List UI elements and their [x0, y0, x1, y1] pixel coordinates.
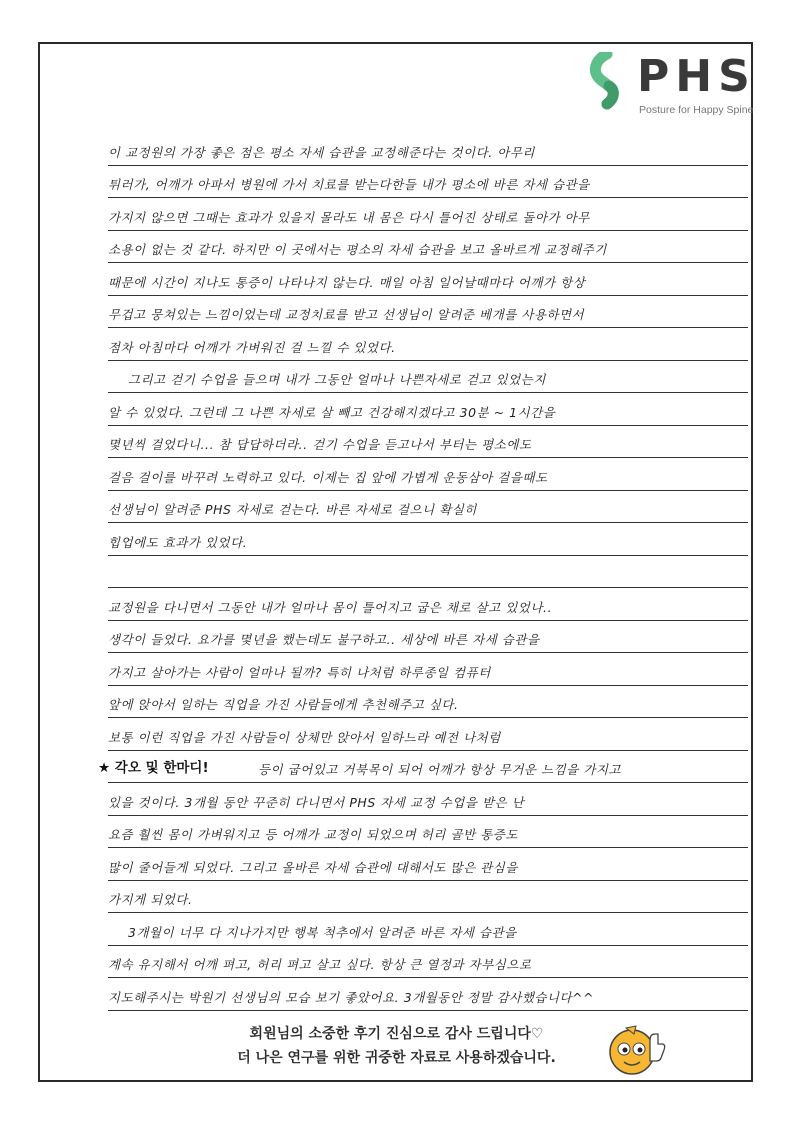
review-line: [108, 198, 748, 231]
brand-name: PHS: [637, 51, 756, 102]
review-line: [98, 751, 748, 784]
review-line-text: 있을 것이다. 3개월 동안 꾸준히 다니면서 PHS 자세 교정 수업을 받은 난: [108, 794, 525, 810]
review-line: [108, 458, 748, 491]
review-line-text: 소용이 없는 것 같다. 하지만 이 곳에서는 평소의 자세 습관을 보고 올바르게 교정해주기: [108, 242, 607, 257]
review-line-text: 가지고 살아가는 사람이 얼마나 될까? 특히 나처럼 하루종일 컴퓨터: [108, 664, 491, 680]
review-lines: [98, 133, 748, 1011]
review-line: [108, 426, 748, 459]
review-line-text: 가지게 되었다.: [108, 892, 193, 907]
review-line: [108, 816, 748, 849]
review-line-text: 알 수 있었다. 그런데 그 나쁜 자세로 살 빼고 건강해지겠다고 30분 ~ 1시간을: [108, 404, 556, 420]
review-line-text: 무겁고 뭉쳐있는 느낌이었는데 교정치료를 받고 선생님이 알려준 베개를 사용하면서: [108, 307, 585, 322]
review-line: [108, 653, 748, 686]
review-line-text: 선생님이 알려준 PHS 자세로 걷는다. 바른 자세로 걸으니 확실히: [108, 502, 477, 517]
phs-logo-mark-icon: [585, 52, 635, 110]
review-line-text: 때문에 시간이 지나도 통증이 나타나지 않는다. 매일 아침 일어날때마다 어깨가 항상: [108, 274, 586, 290]
review-line: [108, 133, 748, 166]
review-line-text: 계속 유지해서 어깨 펴고, 허리 펴고 살고 싶다. 항상 큰 열정과 자부심으로: [108, 957, 532, 972]
review-line-text: 지도해주시는 박원기 선생님의 모습 보기 좋았어요. 3개월동안 정말 감사했습니다^^: [108, 989, 595, 1005]
review-line-text: 등이 굽어있고 거북목이 되어 어깨가 항상 무거운 느낌을 가지고: [258, 762, 622, 777]
review-line: [108, 946, 748, 979]
phs-logo: [585, 50, 760, 114]
review-line: [108, 848, 748, 881]
review-line-text: 몇년씩 걸었다니... 참 답답하더라.. 걷기 수업을 듣고나서 부터는 평소에도: [108, 437, 532, 452]
review-line-text: 요즘 훨씬 몸이 가벼워지고 등 어깨가 교정이 되었으며 허리 골반 통증도: [108, 827, 518, 842]
review-line-text: 앞에 앉아서 일하는 직업을 가진 사람들에게 추천해주고 싶다.: [108, 697, 459, 712]
review-line-text: 힙업에도 효과가 있었다.: [108, 534, 248, 550]
review-line: [108, 978, 748, 1011]
review-line: [108, 166, 748, 199]
review-line: [108, 783, 748, 816]
footer-line-1: 회원님의 소중한 후기 진심으로 감사 드립니다♡: [249, 1026, 544, 1042]
review-line: [108, 621, 748, 654]
review-line: [108, 231, 748, 264]
review-line-text: 많이 줄어들게 되었다. 그리고 올바른 자세 습관에 대해서도 많은 관심을: [108, 859, 518, 875]
footer-thanks: [0, 1022, 793, 1070]
review-line: [108, 588, 748, 621]
review-line-text: 생각이 들었다. 요가를 몇년을 했는데도 불구하고.. 세상에 바른 자세 습관을: [108, 632, 540, 647]
review-line: [108, 881, 748, 914]
review-line: [108, 523, 748, 556]
review-line: [108, 686, 748, 719]
footer-line-2: 더 나은 연구를 위한 귀중한 자료로 사용하겠습니다.: [237, 1050, 556, 1066]
brand-tagline: Posture for Happy Spine: [639, 104, 754, 116]
review-line-text: 이 교정원의 가장 좋은 점은 평소 자세 습관을 교정해준다는 것이다. 아무리: [108, 144, 536, 160]
review-line: [108, 556, 748, 589]
review-line-text: 점차 아침마다 어깨가 가벼워진 걸 느낄 수 있었다.: [108, 339, 396, 355]
thumbs-up-mascot-icon: [606, 1022, 668, 1080]
review-line: [108, 296, 748, 329]
review-line-text: 튀러가, 어깨가 아파서 병원에 가서 치료를 받는다한들 내가 평소에 바른 자세 습관을: [108, 177, 590, 192]
review-line-text: 그리고 걷기 수업을 들으며 내가 그동안 얼마나 나쁜자세로 걷고 있었는지: [128, 372, 546, 387]
review-line: [108, 491, 748, 524]
review-line: [108, 393, 748, 426]
review-line: [108, 913, 748, 946]
review-line: [108, 361, 748, 394]
review-line-text: 교정원을 다니면서 그동안 내가 얼마나 몸이 틀어지고 굽은 채로 살고 있었나..: [108, 599, 553, 615]
review-line-text: 가지지 않으면 그때는 효과가 있을지 몰라도 내 몸은 다시 틀어진 상태로 돌아가 아무: [108, 209, 590, 225]
review-line: [108, 263, 748, 296]
review-line: [108, 328, 748, 361]
review-line-text: 걸음 걸이를 바꾸려 노력하고 있다. 이제는 집 앞에 가볍게 운동삼아 걸을때도: [108, 469, 548, 485]
review-line-text: 보통 이런 직업을 가진 사람들이 상체만 앉아서 일하느라 예전 나처럼: [108, 729, 501, 745]
review-line: [108, 718, 748, 751]
section-label: ★ 각오 및 한마디!: [98, 760, 209, 776]
review-line-text: 3개월이 너무 다 지나가지만 행복 척추에서 알려준 바른 자세 습관을: [128, 924, 517, 940]
